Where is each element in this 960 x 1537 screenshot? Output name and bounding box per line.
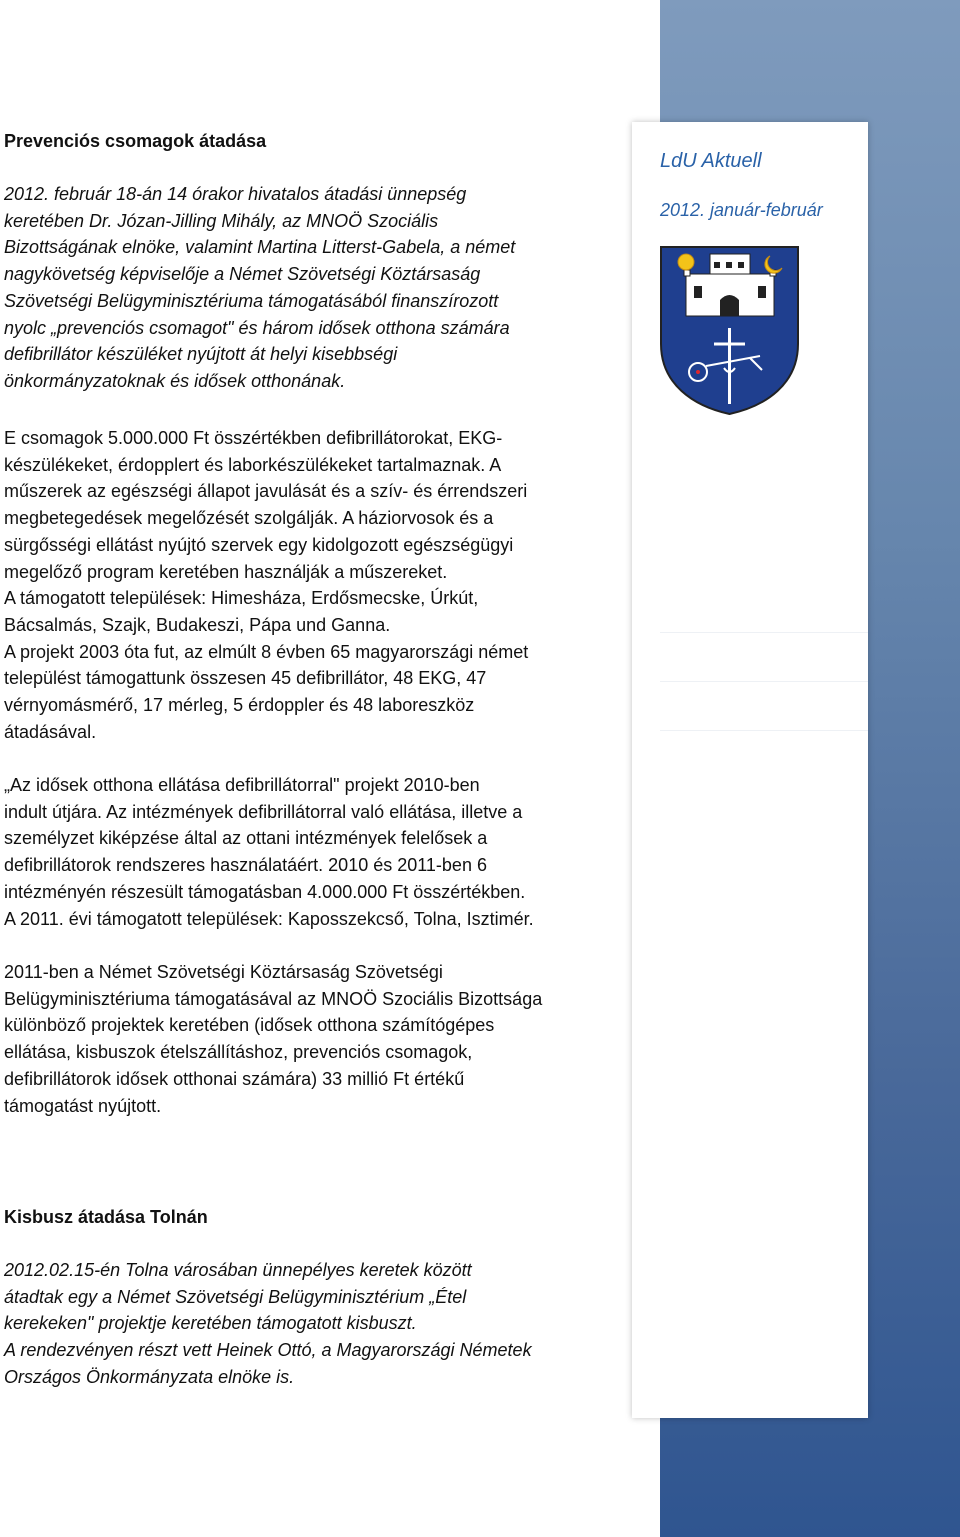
article-intro: [4, 181, 624, 395]
text-line: A rendezvényen részt vett Heinek Ottó, a Magyarországi Németek: [4, 1340, 532, 1361]
article-body: [4, 772, 624, 932]
article-body: [4, 959, 624, 1119]
text-line: ellátása, kisbuszok ételszállításhoz, prevenciós csomagok,: [4, 1042, 473, 1063]
article-title: Kisbusz átadása Tolnán: [4, 1207, 208, 1227]
text-line: átadásával.: [4, 721, 97, 742]
text-line: átadtak egy a Német Szövetségi Belügyminisztérium „Étel: [4, 1286, 467, 1307]
text-line: A projekt 2003 óta fut, az elmúlt 8 évben 65 magyarországi német: [4, 641, 529, 662]
text-line: 2011-ben a Német Szövetségi Köztársaság Szövetségi: [4, 962, 443, 982]
text-line: Bácsalmás, Szajk, Budakeszi, Pápa und Ganna.: [4, 614, 391, 635]
text-line: önkormányzatoknak és idősek otthonának.: [4, 370, 346, 391]
text-line: személyzet kiképzése által az ottani intézmények felelősek a: [4, 828, 488, 849]
text-line: A támogatott települések: Himesháza, Erdősmecske, Úrkút,: [4, 588, 479, 609]
text-line: megbetegedések megelőzését szolgálják. A háziorvosok és a: [4, 508, 494, 529]
divider: [660, 730, 868, 731]
text-line: sürgősségi ellátást nyújtó szervek egy kidolgozott egészségügyi: [4, 534, 514, 555]
text-line: „Az idősek otthona ellátása defibrillátorral" projekt 2010-ben: [4, 775, 480, 795]
divider: [660, 632, 868, 633]
text-line: defibrillátor készüléket nyújtott át helyi kisebbségi: [4, 344, 398, 365]
text-line: nyolc „prevenciós csomagot" és három idősek otthona számára: [4, 317, 510, 338]
text-line: különböző projektek keretében (idősek otthona számítógépes: [4, 1015, 495, 1036]
article-title: Prevenciós csomagok átadása: [4, 131, 267, 151]
text-line: Országos Önkormányzata elnöke is.: [4, 1366, 295, 1387]
text-line: megelőző program keretében használják a műszereket.: [4, 561, 448, 582]
text-line: keretében Dr. Józan-Jilling Mihály, az MNOÖ Szociális: [4, 210, 439, 231]
text-line: Bizottságának elnöke, valamint Martina Litterst-Gabela, a német: [4, 237, 516, 258]
text-line: 2012.02.15-én Tolna városában ünnepélyes keretek között: [4, 1260, 472, 1280]
text-line: vérnyomásmérő, 17 mérleg, 5 érdoppler és 48 laboreszköz: [4, 695, 475, 716]
text-line: Belügyminisztériuma támogatásával az MNOÖ Szociális Bizottsága: [4, 988, 543, 1009]
text-line: Szövetségi Belügyminisztériuma támogatásából finanszírozott: [4, 290, 499, 311]
article-body: [4, 1257, 624, 1391]
text-line: indult útjára. Az intézmények defibrillátorral való ellátása, illetve a: [4, 801, 523, 822]
text-line: defibrillátorok rendszeres használatáért. 2010 és 2011-ben 6: [4, 855, 487, 876]
text-line: 2012. február 18-án 14 órakor hivatalos átadási ünnepség: [4, 184, 467, 204]
text-line: támogatást nyújtott.: [4, 1095, 162, 1116]
text-line: nagykövetség képviselője a Német Szövetségi Köztársaság: [4, 264, 481, 285]
text-line: A 2011. évi támogatott települések: Kaposszekcső, Tolna, Isztimér.: [4, 908, 534, 929]
text-line: kerekeken" projektje keretében támogatott kisbuszt.: [4, 1313, 417, 1334]
newsletter-title: LdU Aktuell: [660, 150, 762, 172]
text-line: defibrillátorok idősek otthonai számára) 33 millió Ft értékű: [4, 1068, 465, 1089]
newsletter-date: 2012. január-február: [660, 200, 823, 220]
text-line: készülékeket, érdopplert és laborkészülékeket tartalmaznak. A: [4, 454, 502, 475]
coat-of-arms-icon: [658, 244, 801, 416]
article-body: [4, 425, 624, 745]
text-line: intézményén részesült támogatásban 4.000.000 Ft összértékben.: [4, 881, 526, 902]
text-line: E csomagok 5.000.000 Ft összértékben defibrillátorokat, EKG-: [4, 428, 503, 448]
divider: [660, 681, 868, 682]
text-line: műszerek az egészségi állapot javulását és a szív- és érrendszeri: [4, 481, 528, 502]
text-line: települést támogattunk összesen 45 defibrillátor, 48 EKG, 47: [4, 668, 487, 689]
